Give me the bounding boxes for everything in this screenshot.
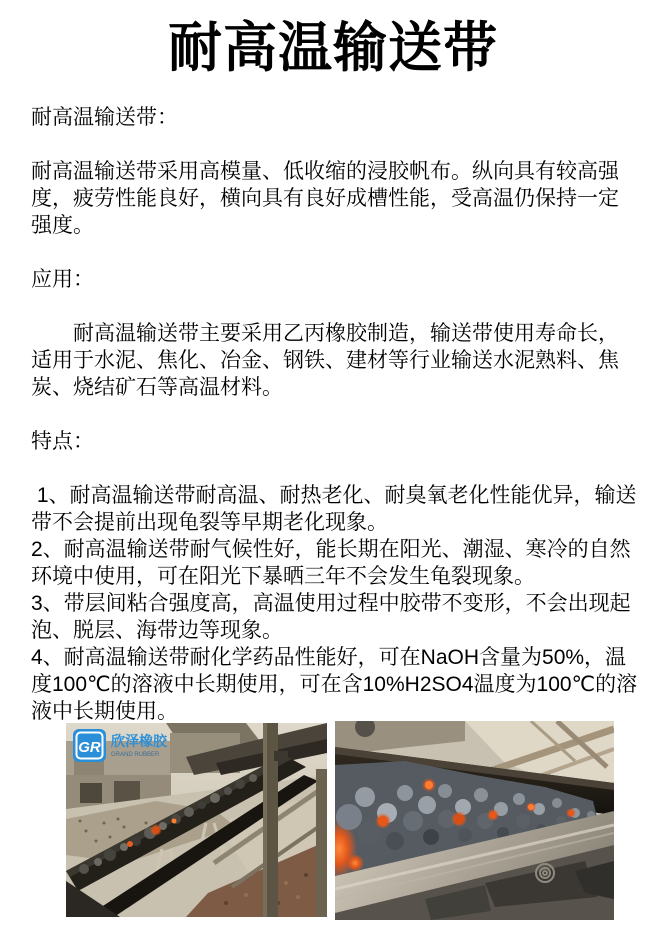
logo-monogram: GR: [78, 739, 101, 756]
product-photos: [66, 721, 614, 920]
application-paragraph: 耐高温输送带主要采用乙丙橡胶制造，输送带使用寿命长，适用于水泥、焦化、冶金、钢铁、建材等行业输送水泥熟料、焦炭、烧结矿石等高温材料。: [31, 322, 619, 399]
feature-item-3: 3、带层间粘合强度高，高温使用过程中胶带不变形，不会出现起泡、脱层、海带边等现象。: [31, 592, 631, 642]
photo-hot-material-closeup: [335, 721, 614, 920]
features-label: 特点：: [31, 430, 94, 453]
page-title: 耐高温输送带: [168, 18, 498, 78]
conveyor-plant-illustration: [66, 723, 327, 917]
hot-material-illustration: [335, 721, 614, 920]
application-label: 应用：: [31, 268, 94, 291]
grand-rubber-logo-icon: [73, 729, 106, 762]
feature-item-1: 1、耐高温输送带耐高温、耐热老化、耐臭氧老化性能优异，输送带不会提前出现龟裂等早期老化现象。: [31, 484, 637, 534]
logo-name-cn: 欣泽橡胶: [111, 733, 167, 749]
photo-conveyor-plant: [66, 723, 327, 917]
product-page: [0, 18, 666, 948]
features-list: [31, 482, 638, 725]
brand-watermark: [73, 729, 168, 762]
feature-item-4: 4、耐高温输送带耐化学药品性能好，可在NaOH含量为50%，温度100℃的溶液中长期使用，可在含10%H2SO4温度为100℃的溶液中长期使用。: [31, 646, 638, 723]
logo-name-en: GRAND RUBBER: [111, 752, 160, 758]
feature-item-2: 2、耐高温输送带耐气候性好，能长期在阳光、潮湿、寒冷的自然环境中使用，可在阳光下暴晒三年不会发生龟裂现象。: [31, 538, 631, 588]
intro-label: 耐高温输送带：: [31, 106, 178, 129]
intro-paragraph: 耐高温输送带采用高模量、低收缩的浸胶帆布。纵向具有较高强度，疲劳性能良好，横向具有良好成槽性能，受高温仍保持一定强度。: [31, 160, 619, 237]
product-description: [31, 104, 638, 725]
